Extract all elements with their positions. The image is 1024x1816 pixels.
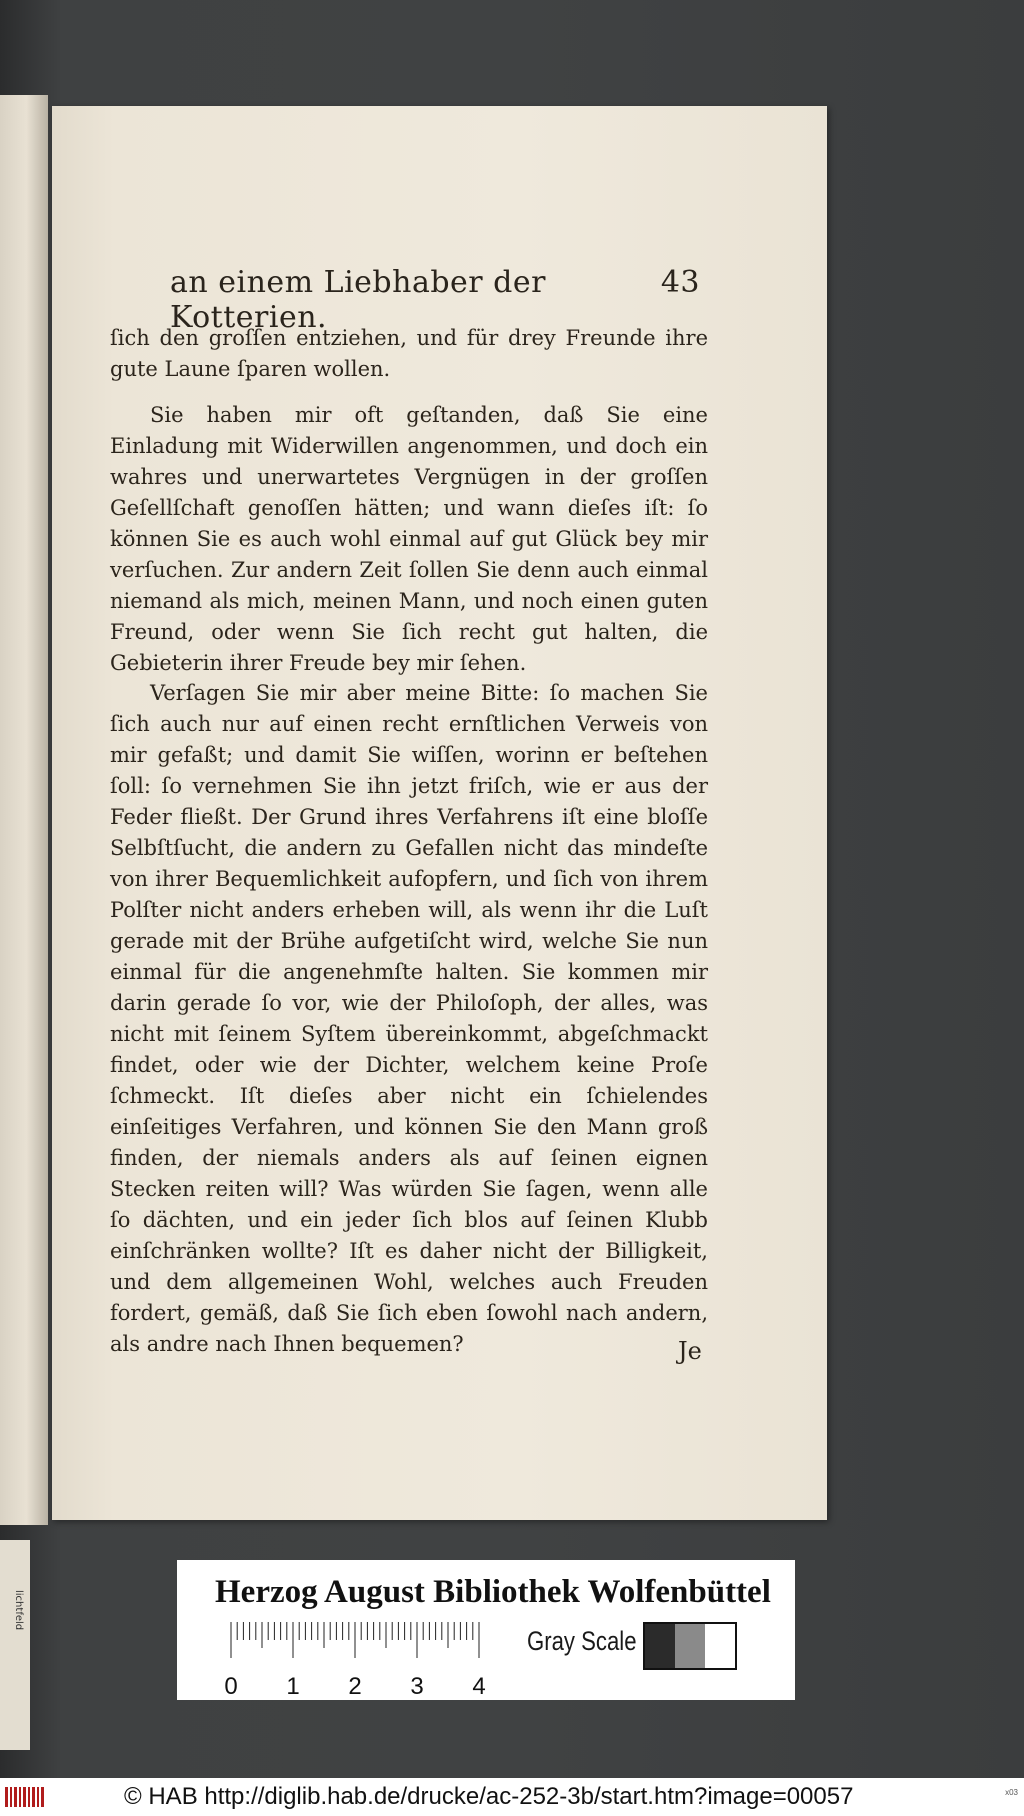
book-spine [0,1540,30,1750]
swatch-dark [645,1624,675,1668]
page-number: 43 [660,265,700,300]
swatch-mid [675,1624,705,1668]
spine-label: lichtfeld [13,1590,24,1631]
running-head-title: an einem Liebhaber der Kotterien. [170,265,546,335]
paragraph-3: Verſagen Sie mir aber meine Bitte: ſo machen Sie ſich auch nur auf einen recht ernſtlichen Verweis von mir gefaßt; und damit Sie wiſſen, worinn er beſtehen ſoll: ſo vernehmen Sie ihn jetzt friſch, wie er aus der Feder fließt. Der Grund ihres Verfahrens iſt eine bloſſe Selbſtſucht, die andern zu Gefallen nicht das mindeſte von ihrer Bequemlichkeit aufopfern, und ſich von ihrem Polſter nicht anders erheben will, als wenn ihr die Luſt gerade mit der Brühe aufgetiſcht wird, welche Sie nun einmal für die angenehmſte halten. Sie kommen mir darin gerade ſo vor, wie der Philoſoph, der alles, was nicht mit ſeinem Syſtem übereinkommt, abgeſchmackt findet, oder wie der Dichter, welchem keine Proſe ſchmeckt. Iſt dieſes aber nicht ein ſchielendes einſeitiges Verfahren, und können Sie den Mann groß finden, der niemals anders als auf ſeinen eignen Stecken reiten will? Was würden Sie ſagen, wenn alle ſo dächten, und ein jeder ſich blos auf ſeinen Klubb einſchränken wollte? Iſt es daher nicht der Billigkeit, und dem allgemeinen Wohl, welches auch Freuden fordert, gemäß, daß Sie ſich eben ſowohl nach andern, als andre nach Ihnen bequemen? [110,681,708,1356]
gray-scale-label: Gray Scale [527,1626,637,1656]
ruler-number: 2 [348,1673,362,1700]
hab-logo-icon [4,1784,48,1810]
paragraph-2: Sie haben mir oft geſtanden, daß Sie eine Einladung mit Widerwillen angenommen, und doch ein wahres und unerwartetes Vergnügen in der groſſen Geſellſchaft genoſſen hätten; und wann dieſes iſt: ſo können Sie es auch wohl einmal auf gut Glück bey mir verſuchen. Zur andern Zeit ſollen Sie denn auch einmal niemand als mich, meinen Mann, und noch einen guten Freund, oder wenn Sie ſich recht gut halten, die Gebieterin ihrer Freude bey mir ſehen. [110,403,708,675]
ruler-number: 0 [224,1673,238,1700]
paragraph-1: ſich den groſſen entziehen, und für drey Freunde ihre gute Laune ſparen wollen. [110,326,708,381]
gray-scale-swatches [643,1622,737,1670]
ruler-number: 3 [410,1673,424,1700]
catchword: Je [678,1337,702,1365]
copyright-url[interactable]: © HAB http://diglib.hab.de/drucke/ac-252-3b/start.htm?image=00057 [124,1783,854,1810]
measurement-ruler [217,1620,507,1700]
footer-bar [0,1778,1024,1816]
color-calibration-card [177,1560,795,1700]
running-head [170,265,700,335]
previous-page-edge [0,95,48,1525]
footer-code: x03 [1005,1788,1018,1797]
ruler-number: 4 [472,1673,486,1700]
institution-name: Herzog August Bibliothek Wolfenbüttel [215,1574,771,1610]
swatch-white [705,1624,735,1668]
ruler-number: 1 [286,1673,300,1700]
